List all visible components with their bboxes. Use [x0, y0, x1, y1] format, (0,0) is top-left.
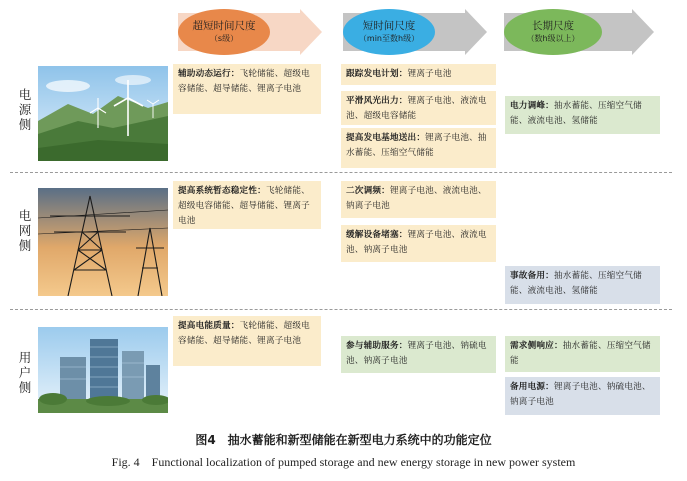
source-side-label: 电源侧	[18, 87, 32, 132]
user-long-box-2	[505, 377, 660, 415]
source-long-box	[505, 96, 660, 134]
wind-turbine-photo	[38, 66, 168, 161]
source-short-2-head: 平滑风光出力：	[346, 96, 408, 106]
grid-ultra-short-body: 飞轮储能、超级电容储能、超导储能、锂离子电池	[178, 186, 310, 226]
user-ultra-short-body: 飞轮储能、超级电容储能、超导储能、锂离子电池	[178, 321, 310, 346]
source-short-3-body: 锂离子电池、抽水蓄能、压缩空气储能	[346, 133, 487, 158]
separator-source-grid	[10, 172, 672, 173]
ultra-short-scale-sub: （s级）	[209, 34, 239, 43]
figure-caption-chinese: 图4 抽水蓄能和新型储能在新型电力系统中的功能定位	[195, 433, 492, 447]
source-short-box-2	[341, 91, 496, 125]
user-long-1-head: 需求侧响应：	[510, 341, 563, 351]
grid-short-2-head: 缓解设备堵塞：	[346, 230, 408, 240]
grid-short-2-body: 锂离子电池、液流电池、钠离子电池	[346, 230, 487, 255]
source-short-box-1	[341, 64, 496, 85]
grid-ultra-short-box	[173, 181, 321, 229]
user-long-2-head: 备用电源：	[510, 382, 554, 392]
source-short-2-body: 锂离子电池、液流电池、超级电容储能	[346, 96, 487, 121]
user-side-label: 用户侧	[18, 350, 32, 395]
short-scale-sub: （min至数h级）	[358, 34, 420, 43]
short-scale-title: 短时间尺度	[362, 20, 416, 32]
transmission-tower-photo	[38, 188, 168, 296]
grid-short-box-2	[341, 225, 496, 262]
source-long-body: 抽水蓄能、压缩空气储能、液流电池、氢储能	[510, 101, 642, 126]
user-long-box-1	[505, 336, 660, 372]
long-scale-arrow	[504, 13, 654, 51]
source-ultra-short-head: 辅助动态运行：	[178, 69, 240, 79]
source-short-1-body: 锂离子电池	[407, 69, 452, 79]
short-scale-oval	[343, 9, 435, 55]
grid-short-1-head: 二次调频：	[346, 186, 390, 196]
user-ultra-short-box	[173, 316, 321, 366]
source-short-box-3	[341, 128, 496, 168]
grid-short-box-1	[341, 181, 496, 218]
grid-side-label: 电网侧	[18, 208, 32, 253]
grid-ultra-short-head: 提高系统暂态稳定性：	[178, 186, 266, 196]
grid-short-1-body: 锂离子电池、液流电池、钠离子电池	[346, 186, 487, 211]
user-ultra-short-head: 提高电能质量：	[178, 321, 240, 331]
long-scale-title: 长期尺度	[532, 20, 574, 32]
grid-long-head: 事故备用：	[510, 271, 554, 281]
building-photo	[38, 327, 168, 413]
separator-grid-user	[10, 309, 672, 310]
source-short-3-head: 提高发电基地送出：	[346, 133, 426, 143]
source-short-1-head: 跟踪发电计划：	[346, 69, 408, 79]
user-long-2-body: 锂离子电池、钠硫电池、钠离子电池	[510, 382, 651, 407]
grid-long-body: 抽水蓄能、压缩空气储能、液流电池、氢储能	[510, 271, 642, 296]
grid-long-box	[505, 266, 660, 304]
user-long-1-body: 抽水蓄能、压缩空气储能	[510, 341, 651, 366]
source-ultra-short-box	[173, 64, 321, 114]
ultra-short-scale-oval	[178, 9, 270, 55]
ultra-short-scale-title: 超短时间尺度	[192, 20, 256, 32]
figure-caption-english: Fig. 4 Functional localization of pumped storage and new energy storage in new power system	[111, 455, 576, 469]
source-ultra-short-body: 飞轮储能、超级电容储能、超导储能、锂离子电池	[178, 69, 310, 94]
user-short-body: 锂离子电池、钠硫电池、钠离子电池	[346, 341, 487, 366]
long-scale-oval	[504, 9, 602, 55]
source-long-head: 电力调峰：	[510, 101, 554, 111]
user-short-box	[341, 336, 496, 373]
long-scale-sub: （数h级以上）	[526, 34, 580, 43]
ultra-short-scale-arrow	[178, 13, 322, 51]
user-short-head: 参与辅助服务：	[346, 341, 408, 351]
short-scale-arrow	[343, 13, 487, 51]
